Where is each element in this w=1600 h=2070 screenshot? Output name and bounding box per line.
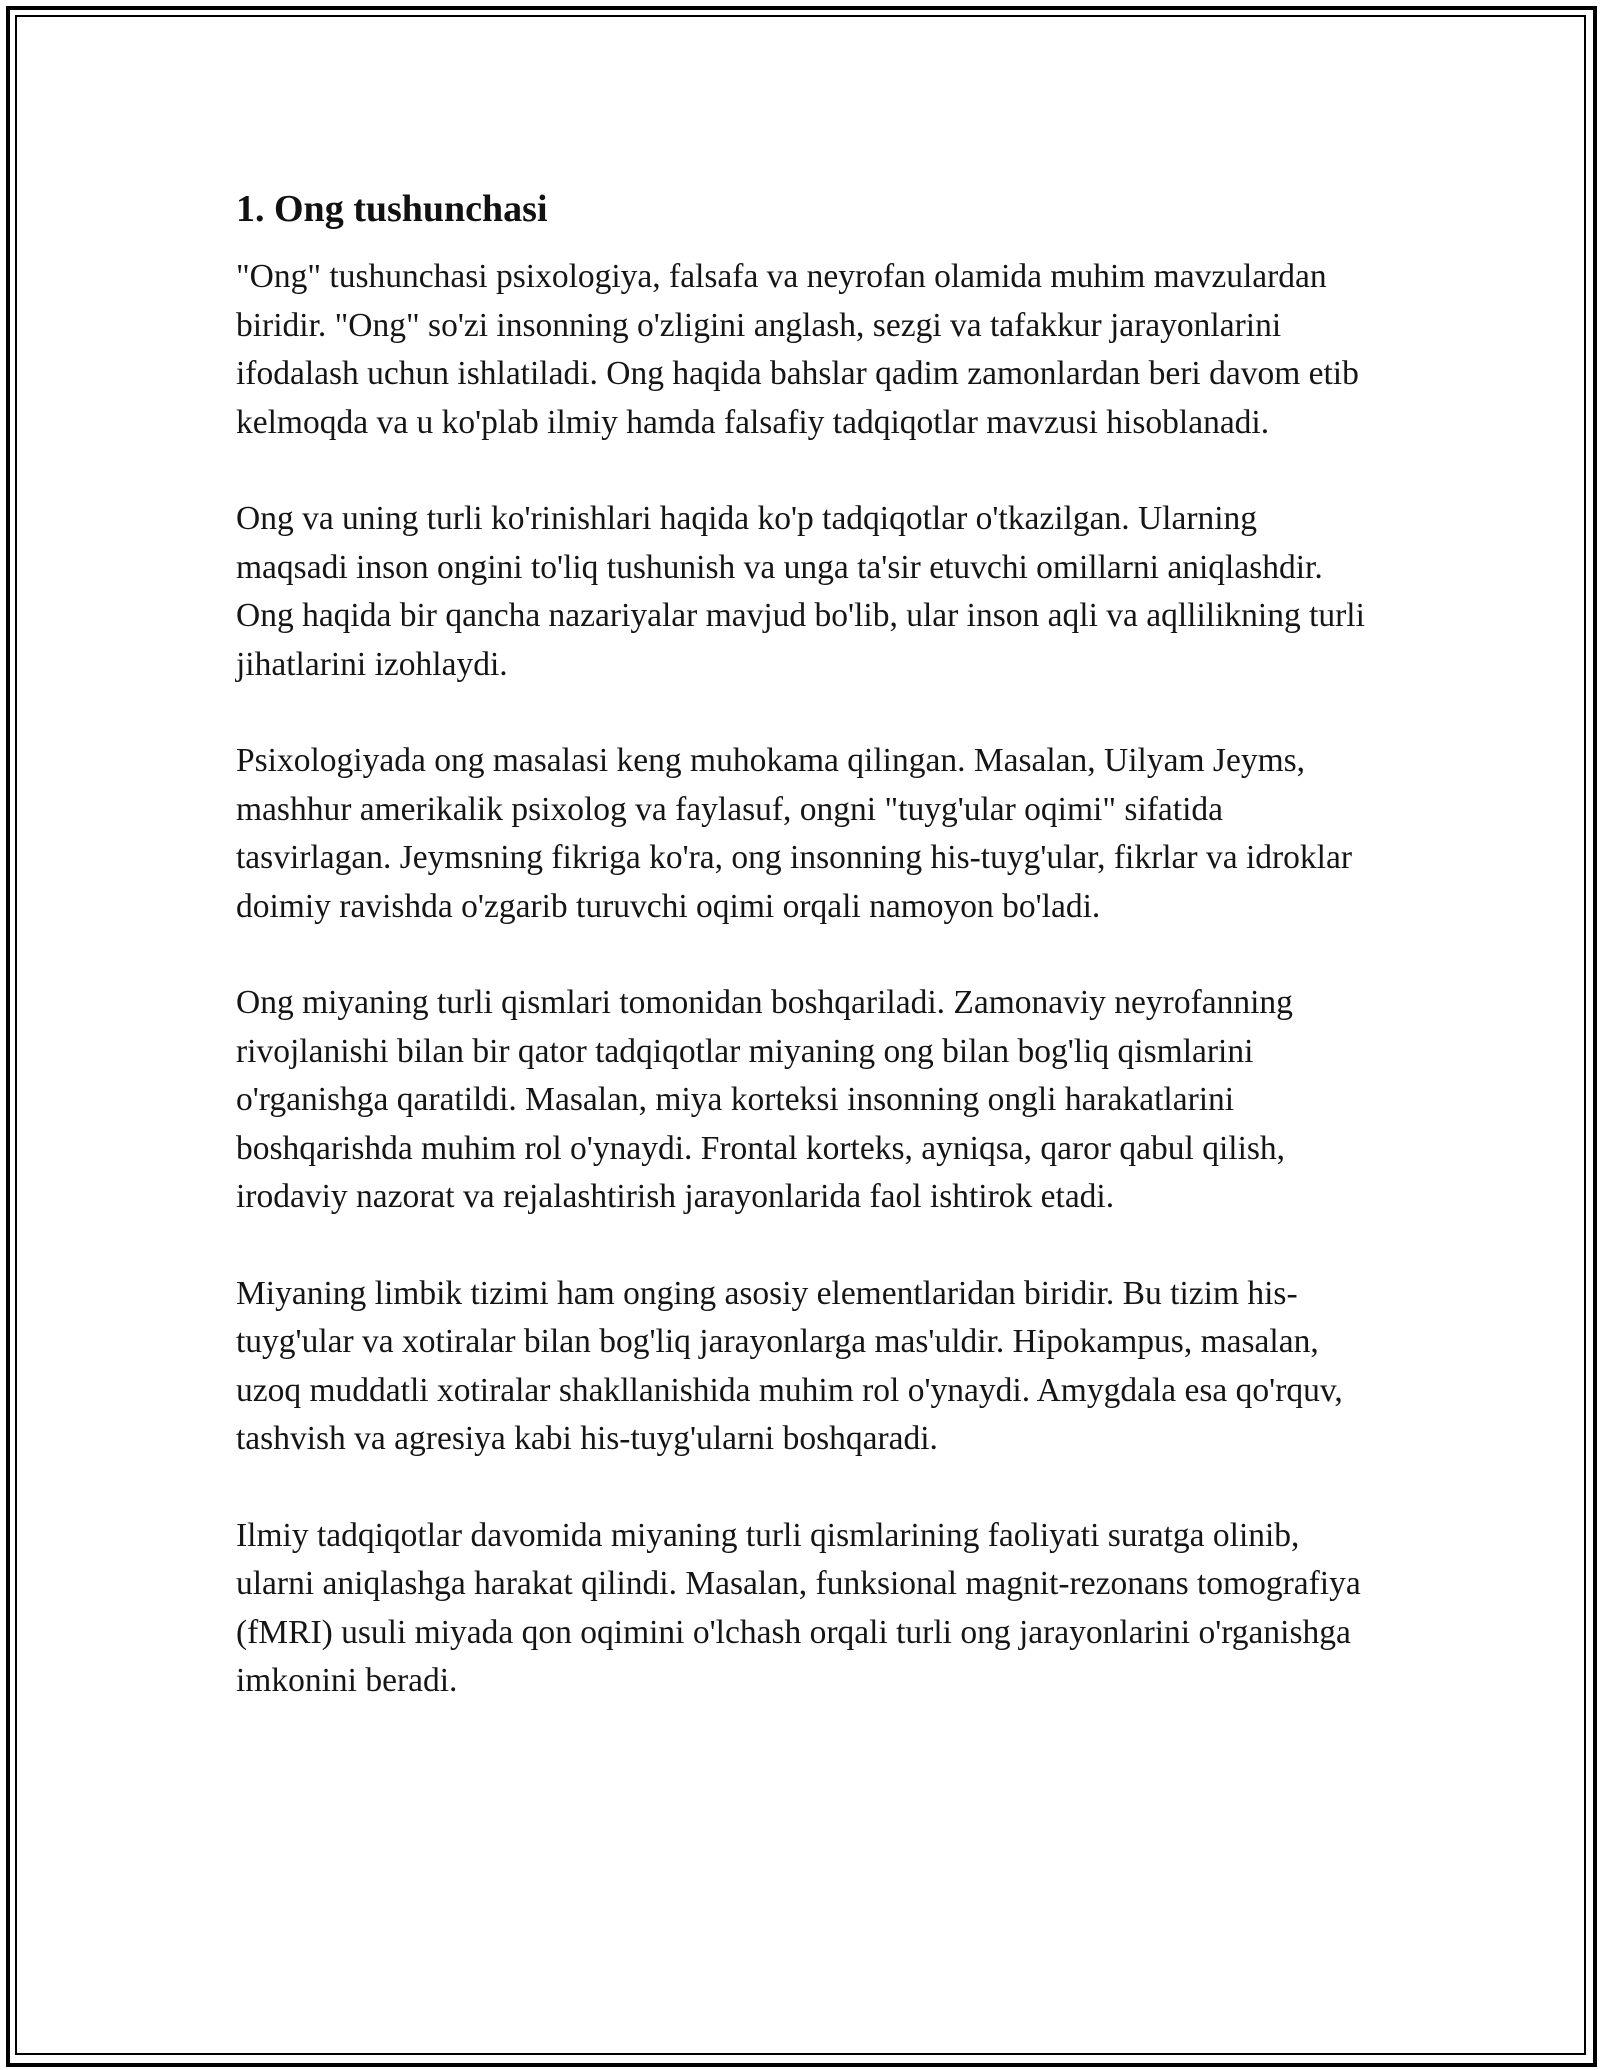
paragraph-4: Ong miyaning turli qismlari tomonidan boshqariladi. Zamonaviy neyrofanning rivojlanishi bilan bir qator tadqiqotlar miyaning ong bilan bog'liq qismlarini o'rganishga qaratildi. Masalan, miya korteksi insonning ongli harakatlarini boshqarishda muhim rol o'ynaydi. Frontal korteks, ayniqsa, qaror qabul qilish, irodaviy nazorat va rejalashtirish jarayonlarida faol ishtirok etadi. bbox=[236, 984, 1293, 1215]
document-body bbox=[236, 185, 1366, 1754]
section-heading: 1. Ong tushunchasi bbox=[236, 188, 548, 230]
paragraph-1: "Ong" tushunchasi psixologiya, falsafa va neyrofan olamida muhim mavzulardan biridir. "Ong" so'zi insonning o'zligini anglash, sezgi va tafakkur jarayonlarini ifodalash uchun ishlatiladi. Ong haqida bahslar qadim zamonlardan beri davom etib kelmoqda va u ko'plab ilmiy hamda falsafiy tadqiqotlar mavzusi hisoblanadi. bbox=[236, 258, 1359, 441]
paragraph-2: Ong va uning turli ko'rinishlari haqida ko'p tadqiqotlar o'tkazilgan. Ularning maqsadi inson ongini to'liq tushunish va unga ta'sir etuvchi omillarni aniqlashdir. Ong haqida bir qancha nazariyalar mavjud bo'lib, ular inson aqli va aqllilikning turli jihatlarini izohlaydi. bbox=[236, 500, 1365, 683]
paragraph-3: Psixologiyada ong masalasi keng muhokama qilingan. Masalan, Uilyam Jeyms, mashhur amerikalik psixolog va faylasuf, ongni "tuyg'ular oqimi" sifatida tasvirlagan. Jeymsning fikriga ko'ra, ong insonning his-tuyg'ular, fikrlar va idroklar doimiy ravishda o'zgarib turuvchi oqimi orqali namoyon bo'ladi. bbox=[236, 742, 1352, 925]
paragraph-5: Miyaning limbik tizimi ham onging asosiy elementlaridan biridir. Bu tizim his-tuyg'ular va xotiralar bilan bog'liq jarayonlarga mas'uldir. Hipokampus, masalan, uzoq muddatli xotiralar shakllanishida muhim rol o'ynaydi. Amygdala esa qo'rquv, tashvish va agresiya kabi his-tuyg'ularni boshqaradi. bbox=[236, 1274, 1343, 1457]
paragraph-6: Ilmiy tadqiqotlar davomida miyaning turli qismlarining faoliyati suratga olinib, ularni aniqlashga harakat qilindi. Masalan, funksional magnit-rezonans tomografiya (fMRI) usuli miyada qon oqimini o'lchash orqali turli ong jarayonlarini o'rganishga imkonini beradi. bbox=[236, 1516, 1361, 1699]
